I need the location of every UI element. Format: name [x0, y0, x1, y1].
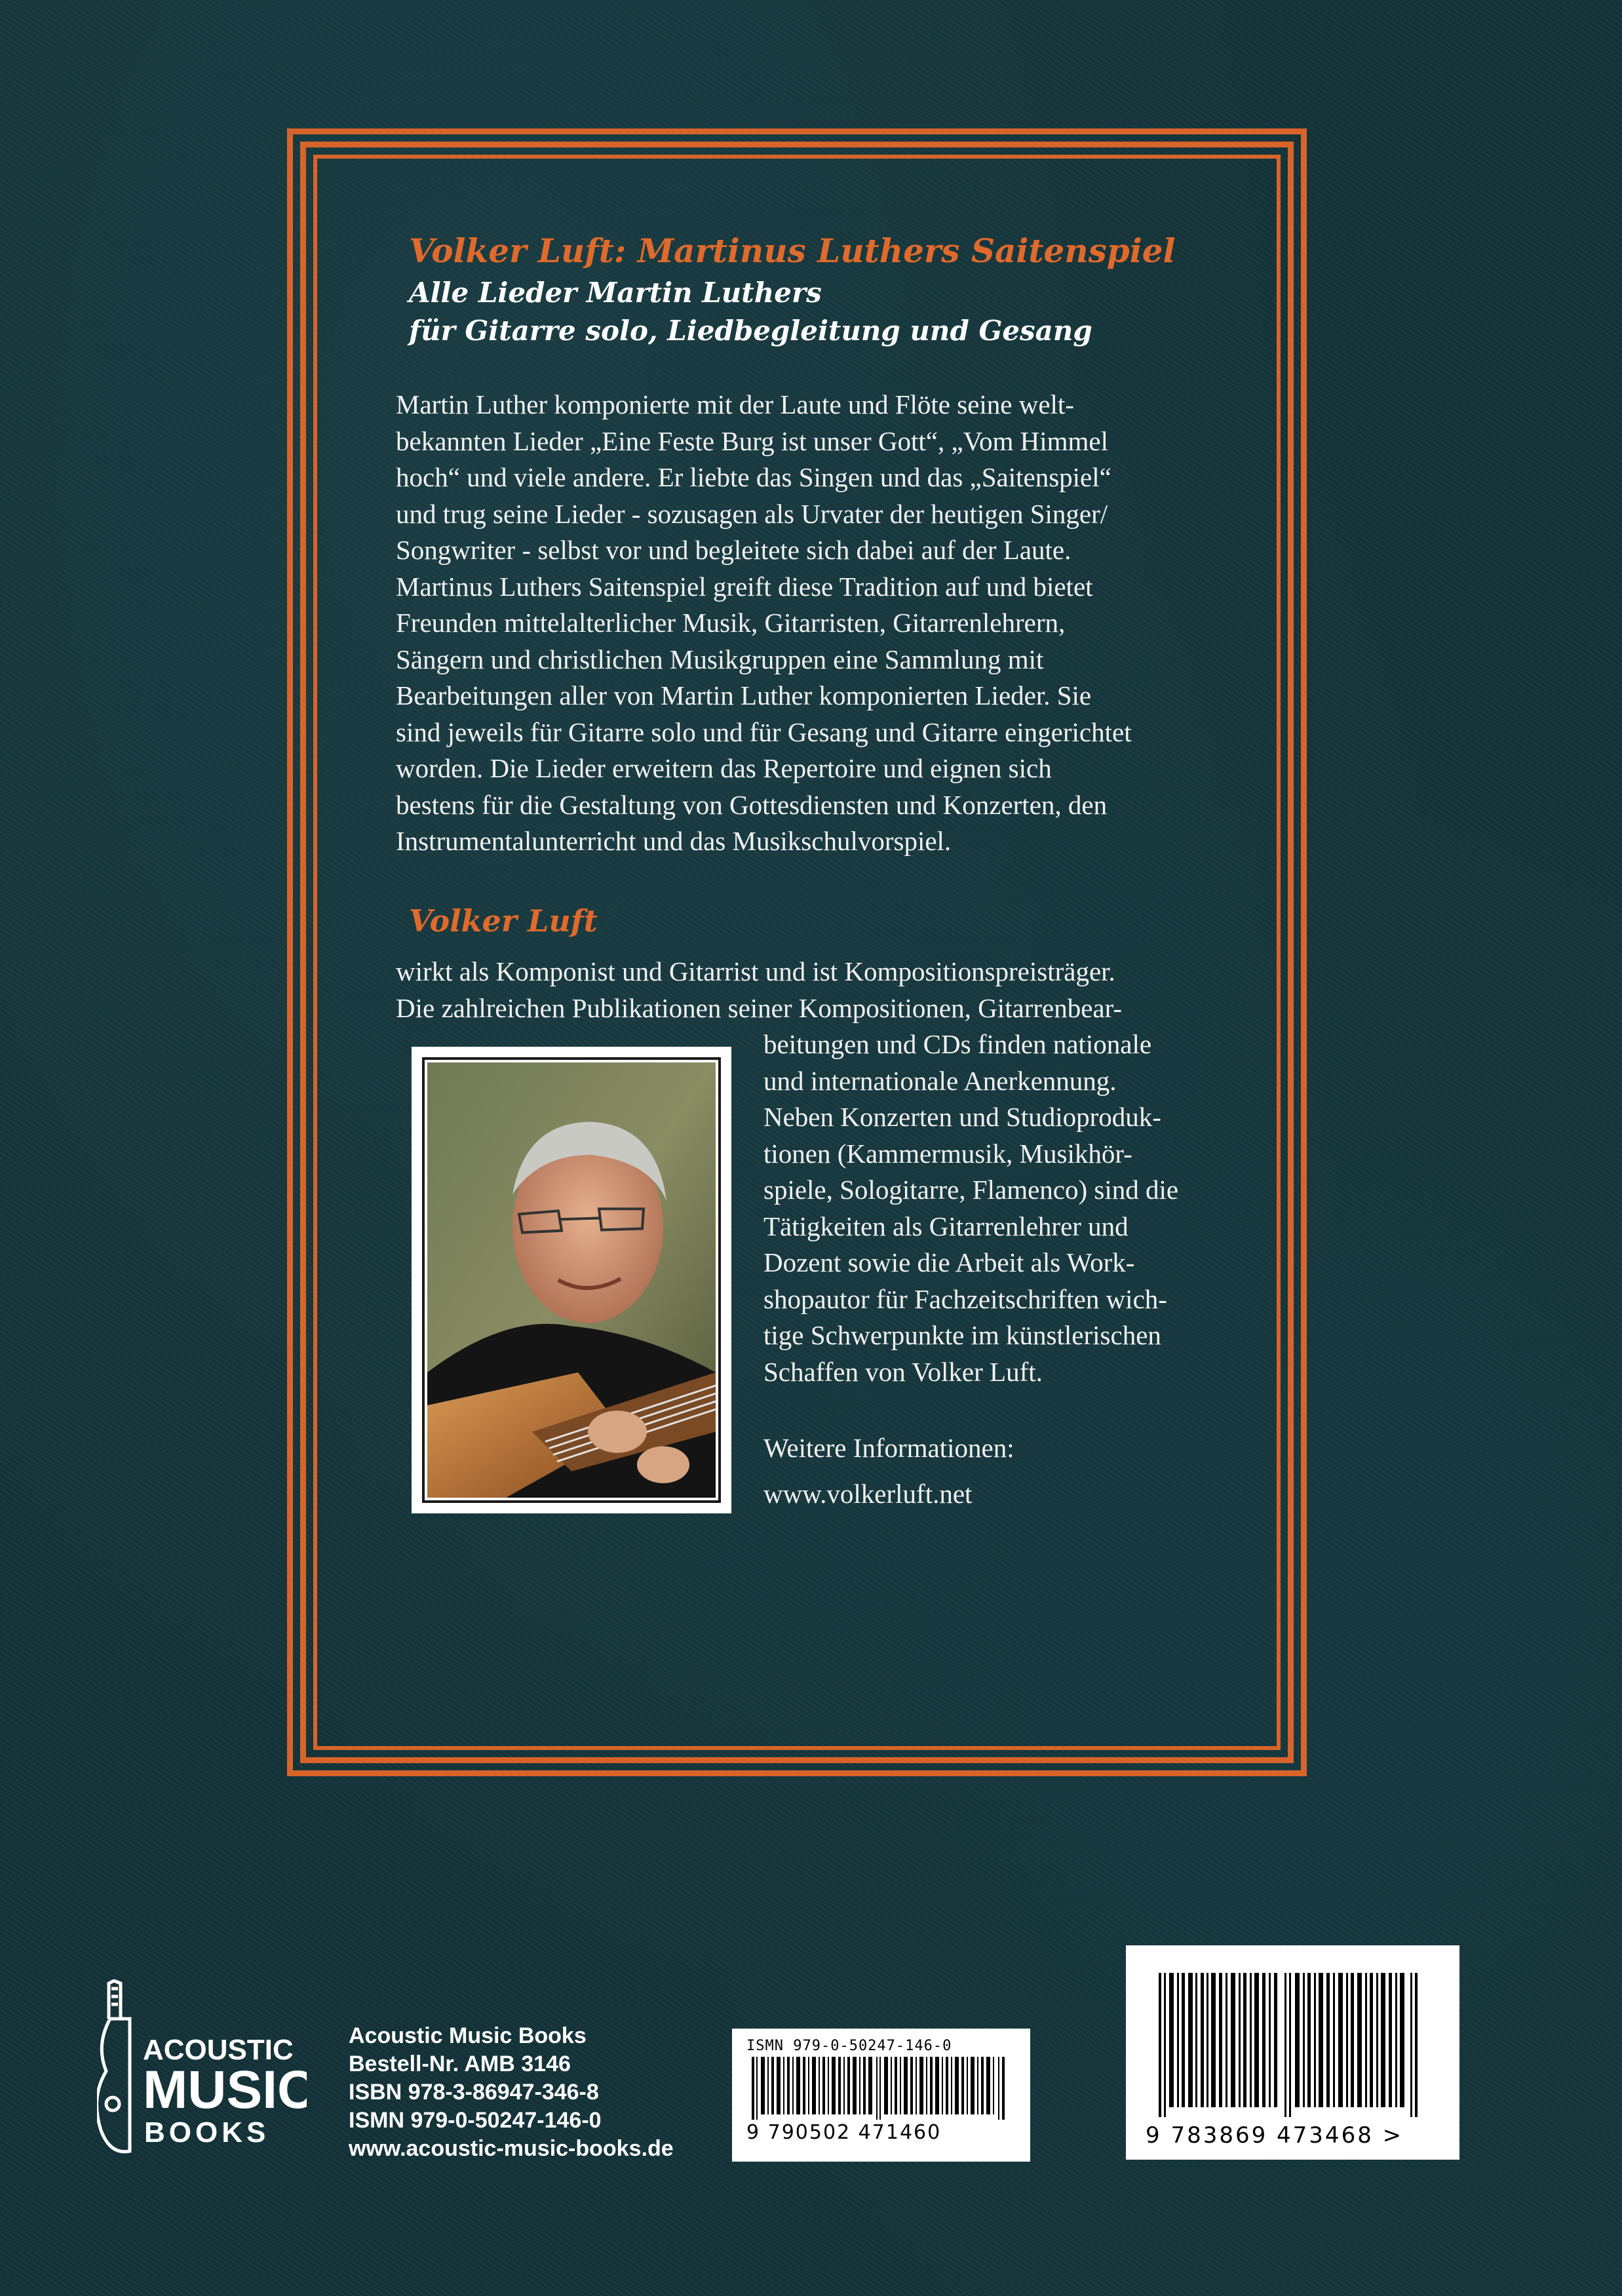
guitar-icon	[97, 1981, 130, 2152]
description-line: bestens für die Gestaltung von Gottesdiensten und Konzerten, den	[396, 789, 1108, 820]
bio-line: Neben Konzerten und Studioproduk-	[763, 1102, 1161, 1132]
publisher-website[interactable]: www.acoustic-music-books.de	[349, 2136, 674, 2161]
book-description	[396, 387, 1208, 860]
bio-line: wirkt als Komponist und Gitarrist und ist Kompositionspreisträger.	[396, 956, 1115, 986]
more-info-label: Weitere Informationen:	[763, 1433, 1014, 1463]
logo-line-3: BOOKS	[144, 2116, 270, 2149]
bio-line: Schaffen von Volker Luft.	[763, 1356, 1043, 1387]
description-line: Sängern und christlichen Musikgruppen eine Sammlung mit	[396, 644, 1044, 674]
description-line: Songwriter - selbst vor und begleitete sich dabei auf der Laute.	[396, 535, 1072, 565]
author-photo	[412, 1047, 731, 1513]
description-line: worden. Die Lieder erweitern das Repertoire und eignen sich	[396, 753, 1052, 783]
bio-line: tionen (Kammermusik, Musikhör-	[763, 1138, 1132, 1169]
description-line: Freunden mittelalterlicher Musik, Gitarristen, Gitarrenlehrern,	[396, 608, 1066, 638]
isbn-barcode-bars	[1146, 1973, 1440, 2117]
isbn-text: ISBN 978-3-86947-346-8	[349, 2080, 599, 2105]
ismn-barcode	[732, 2029, 1030, 2162]
bio-line: Tätigkeiten als Gitarrenlehrer und	[763, 1211, 1129, 1241]
publisher-name: Acoustic Music Books	[349, 2023, 587, 2048]
bio-line: shopautor für Fachzeitschriften wich-	[763, 1283, 1167, 1314]
author-portrait-image	[427, 1062, 716, 1498]
author-heading: Volker Luft	[409, 903, 598, 939]
isbn-barcode-digits: 9 783869 473468 >	[1146, 2122, 1404, 2149]
ismn-barcode-digits: 9 790502 471460	[746, 2121, 942, 2144]
order-number: Bestell-Nr. AMB 3146	[349, 2052, 571, 2076]
author-bio	[396, 954, 1248, 1026]
bio-line: und internationale Anerkennung.	[763, 1065, 1117, 1096]
description-line: bekannten Lieder „Eine Feste Burg ist unser Gott“, „Vom Himmel	[396, 425, 1109, 456]
description-line: hoch“ und viele andere. Er liebte das Singen und das „Saitenspiel“	[396, 462, 1111, 492]
description-line: Instrumentalunterricht und das Musikschulvorspiel.	[396, 826, 952, 856]
bio-line: Dozent sowie die Arbeit als Work-	[763, 1247, 1135, 1277]
logo-line-1: ACOUSTIC	[143, 2034, 294, 2066]
ismn-barcode-bars	[746, 2054, 1016, 2120]
description-line: Martin Luther komponierte mit der Laute und Flöte seine welt-	[396, 389, 1074, 419]
description-line: und trug seine Lieder - sozusagen als Urvater der heutigen Singer/	[396, 498, 1108, 529]
ismn-barcode-label: ISMN 979-0-50247-146-0	[746, 2038, 952, 2054]
ismn-text: ISMN 979-0-50247-146-0	[349, 2108, 602, 2133]
isbn-barcode	[1126, 1945, 1459, 2160]
description-line: Bearbeitungen aller von Martin Luther komponierten Lieder. Sie	[396, 680, 1092, 710]
description-line: sind jeweils für Gitarre solo und für Gesang und Gitarre eingerichtet	[396, 716, 1132, 747]
more-info	[763, 1425, 1222, 1517]
book-title: Volker Luft: Martinus Luthers Saitenspiel	[409, 231, 1176, 270]
author-website-link[interactable]: www.volkerluft.net	[763, 1479, 973, 1509]
logo-line-2: MUSIC	[143, 2060, 307, 2120]
bio-line: tige Schwerpunkte im künstlerischen	[763, 1320, 1161, 1350]
publisher-info	[349, 2022, 674, 2163]
bio-line: beitungen und CDs finden nationale	[763, 1029, 1152, 1059]
book-subtitle	[409, 274, 1261, 350]
publisher-logo	[97, 1979, 307, 2156]
subtitle-line: für Gitarre solo, Liedbegleitung und Gesang	[409, 315, 1092, 347]
subtitle-line: Alle Lieder Martin Luthers	[409, 277, 822, 309]
bio-line: spiele, Sologitarre, Flamenco) sind die	[763, 1175, 1179, 1205]
description-line: Martinus Luthers Saitenspiel greift diese Tradition auf und bietet	[396, 571, 1093, 602]
bio-line: Die zahlreichen Publikationen seiner Kompositionen, Gitarrenbear-	[396, 992, 1123, 1023]
author-bio-continued	[763, 1026, 1222, 1390]
